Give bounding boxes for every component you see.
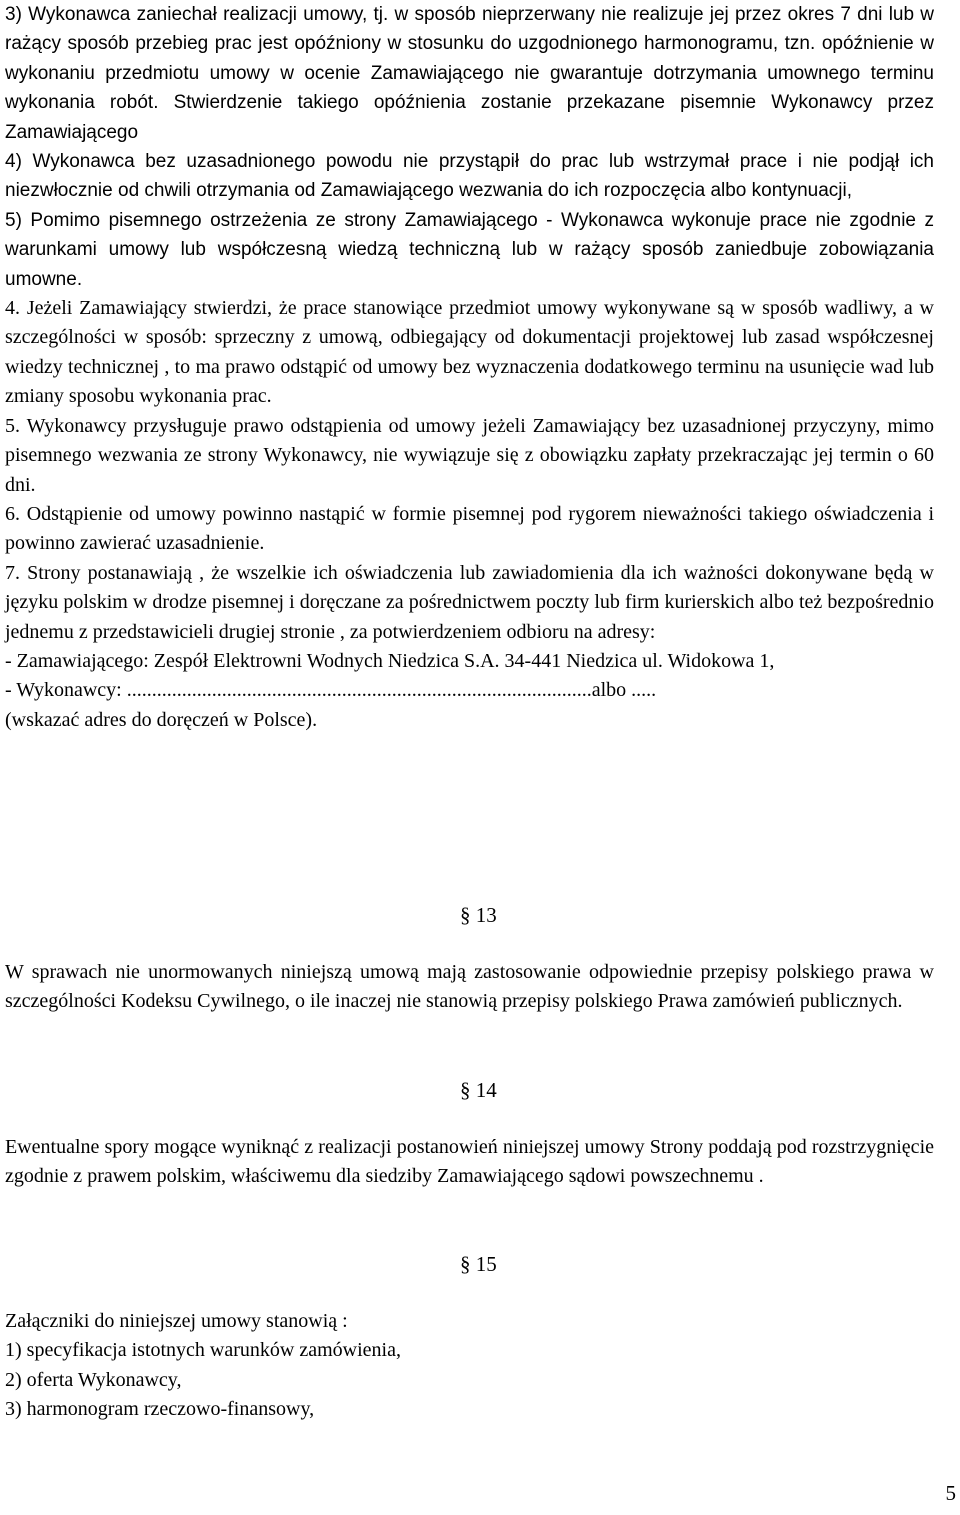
address-zamawiajacy: - Zamawiającego: Zespół Elektrowni Wodnych Niedzica S.A. 34-441 Niedzica ul. Widokowa 1, xyxy=(5,649,775,672)
address-note: (wskazać adres do doręczeń w Polsce). xyxy=(5,708,318,731)
attachment-item: 1) specyfikacja istotnych warunków zamówienia, xyxy=(5,1339,401,1362)
paragraph-6: 6. Odstąpienie od umowy powinno nastąpić w formie pisemnej pod rygorem nieważności takiego oświadczenia i powinno zawierać uzasadnienie. xyxy=(5,502,934,555)
paragraph-5: 5. Wykonawcy przysługuje prawo odstąpienia od umowy jeżeli Zamawiający bez uzasadnionej przyczyny, mimo pisemnego wezwania ze strony Wykonawcy, nie wywiązuje się z obowiązku zapłaty przekraczając jej termin o 60 dni. xyxy=(5,414,934,496)
termination-clauses xyxy=(5,0,934,735)
section-14-text: Ewentualne spory mogące wyniknąć z realizacji postanowień niniejszej umowy Strony poddają pod rozstrzygnięcie zgodnie z prawem polskim, właściwemu dla siedziby Zamawiającego sądowi powszechnemu . xyxy=(5,1136,934,1188)
section-13-heading: § 13 xyxy=(460,903,497,927)
attachments-intro: Załączniki do niniejszej umowy stanowią : xyxy=(5,1310,348,1332)
section-15-heading: § 15 xyxy=(460,1252,497,1276)
item-3: 3) Wykonawca zaniechał realizacji umowy, tj. w sposób nieprzerwany nie realizuje jej przez okres 7 dni lub w rażący sposób przebieg prac jest opóźniony w stosunku do uzgodnionego harmonogramu, tzn. opóźnienie w wykonaniu przedmiotu umowy w ocenie Zamawiającego nie gwarantuje dotrzymania umownego terminu wykonania robót. Stwierdzenie takiego opóźnienia zostanie przekazane pisemnie Wykonawcy przez Zamawiającego xyxy=(5,4,934,143)
section-14-heading: § 14 xyxy=(460,1078,497,1102)
address-wykonawca: - Wykonawcy: .............................................................................................albo ..... xyxy=(5,679,657,702)
page-number: 5 xyxy=(945,1481,956,1505)
attachment-item: 2) oferta Wykonawcy, xyxy=(5,1368,182,1391)
section-13-text: W sprawach nie unormowanych niniejszą umową mają zastosowanie odpowiednie przepisy polskiego prawa w szczególności Kodeksu Cywilnego, o ile inaczej nie stanowią przepisy polskiego Prawa zamówień publicznych. xyxy=(5,961,934,1013)
paragraph-7: 7. Strony postanawiają , że wszelkie ich oświadczenia lub zawiadomienia dla ich ważności dokonywane będą w języku polskim w drodze pisemnej i doręczane za pośrednictwem poczty lub firm kurierskich albo też bezpośrednio jednemu z przedstawicieli drugiej stronie , za potwierdzeniem odbioru na adresy: xyxy=(5,561,934,643)
item-4: 4) Wykonawca bez uzasadnionego powodu nie przystąpił do prac lub wstrzymał prace i nie podjął ich niezwłocznie od chwili otrzymania od Zamawiającego wezwania do ich rozpoczęcia albo kontynuacji, xyxy=(5,151,934,202)
section-13-body xyxy=(5,958,934,1017)
attachment-item: 3) harmonogram rzeczowo-finansowy, xyxy=(5,1398,315,1421)
section-15-body xyxy=(5,1307,934,1425)
section-14-body xyxy=(5,1133,934,1192)
item-5: 5) Pomimo pisemnego ostrzeżenia ze strony Zamawiającego - Wykonawca wykonuje prace nie zgodnie z warunkami umowy lub współczesną wiedzą techniczną lub w rażący sposób zaniedbuje zobowiązania umowne. xyxy=(5,209,934,290)
paragraph-4: 4. Jeżeli Zamawiający stwierdzi, że prace stanowiące przedmiot umowy wykonywane są w sposób wadliwy, a w szczególności w sposób: sprzeczny z umową, odbiegający od dokumentacji projektowej lub zasad współczesnej wiedzy technicznej , to ma prawo odstąpić od umowy bez wyznaczenia dodatkowego terminu na usunięcie wad lub zmiany sposobu wykonania prac. xyxy=(5,297,934,408)
